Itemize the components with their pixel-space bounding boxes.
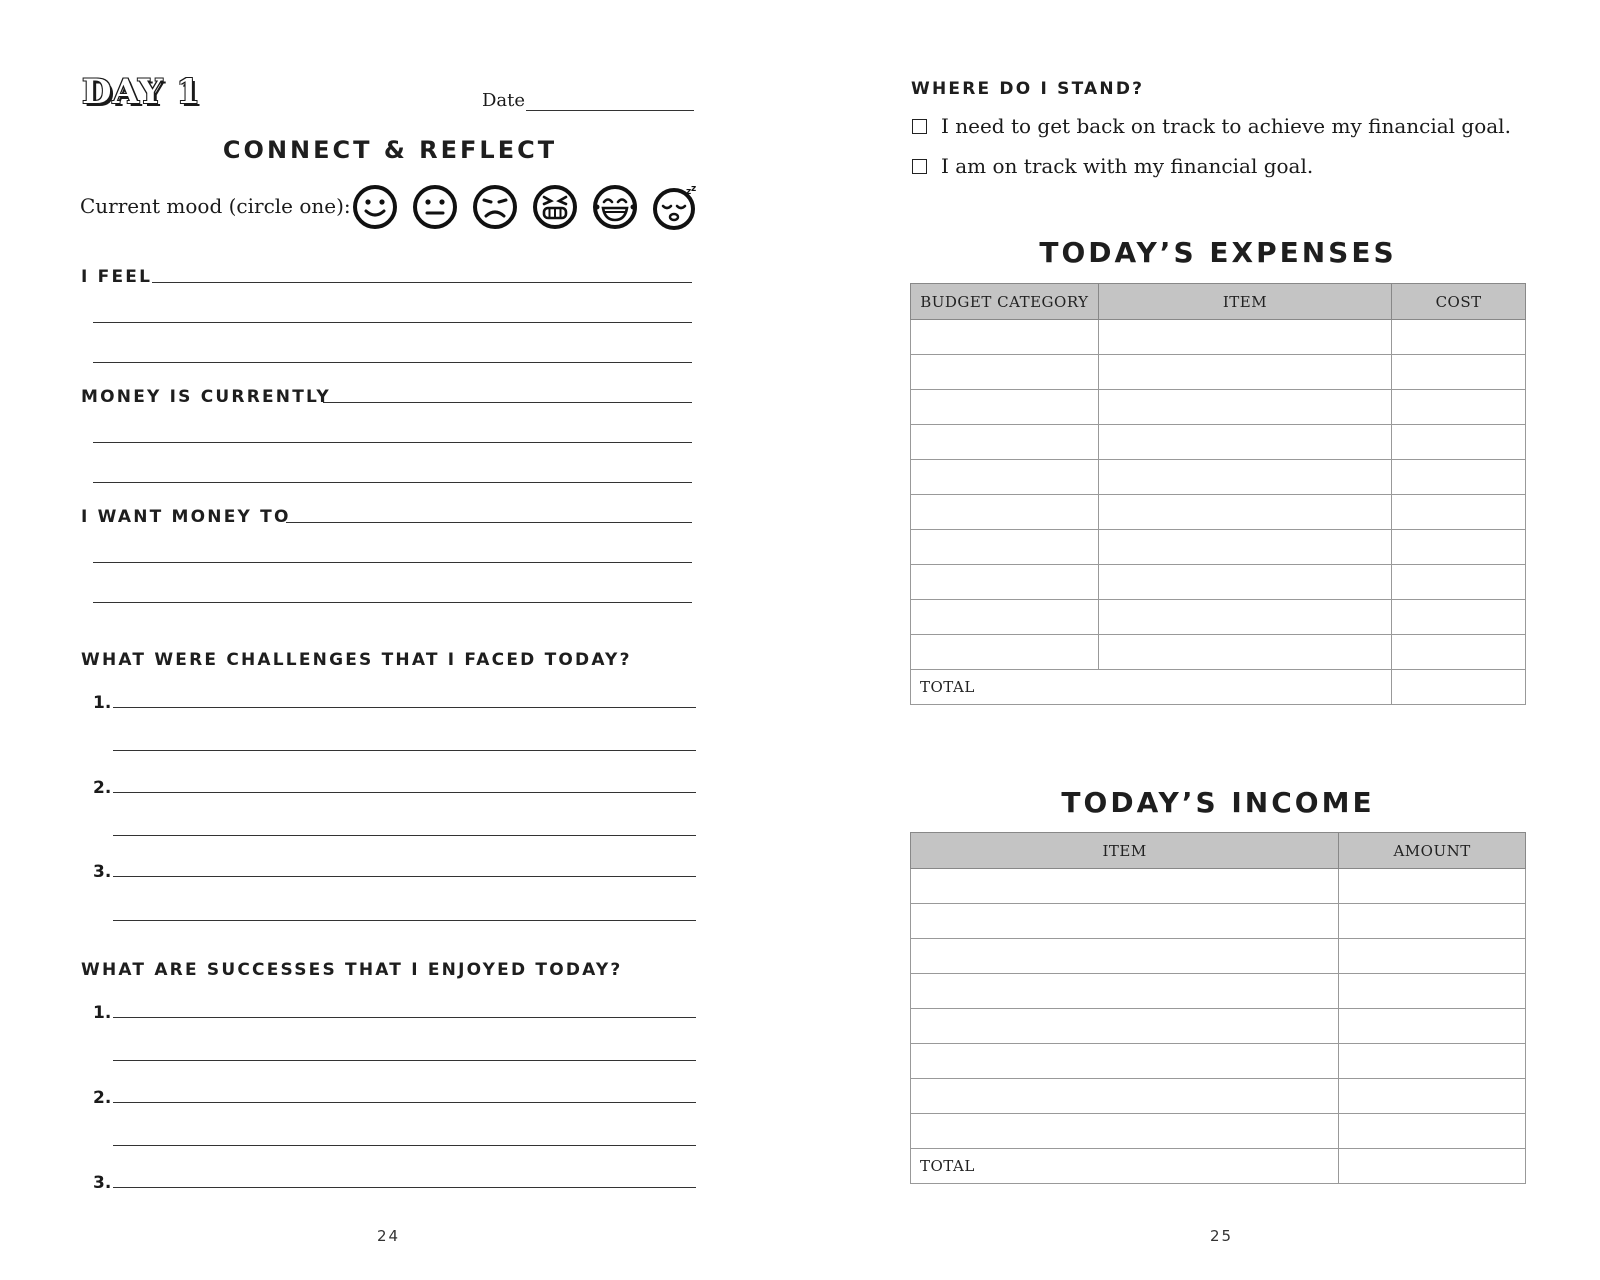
- table-row: [911, 1009, 1526, 1044]
- table-row: [911, 425, 1526, 460]
- table-row: [911, 390, 1526, 425]
- table-cell[interactable]: [911, 425, 1099, 460]
- table-cell[interactable]: [1392, 565, 1526, 600]
- writing-line[interactable]: [93, 442, 692, 443]
- table-cell[interactable]: [1392, 495, 1526, 530]
- writing-line[interactable]: [93, 562, 692, 563]
- writing-line[interactable]: [113, 876, 696, 877]
- writing-line[interactable]: [93, 482, 692, 483]
- page-number-right: 25: [1210, 1227, 1234, 1245]
- laughing-face-icon[interactable]: [592, 184, 638, 230]
- table-row: [911, 565, 1526, 600]
- table-cell[interactable]: [911, 530, 1099, 565]
- table-cell[interactable]: [1098, 390, 1391, 425]
- table-cell[interactable]: [1392, 425, 1526, 460]
- table-cell[interactable]: [1098, 460, 1391, 495]
- writing-line[interactable]: [93, 602, 692, 603]
- table-cell[interactable]: [911, 1079, 1339, 1114]
- total-value-cell[interactable]: [1392, 670, 1526, 705]
- i-feel-label: I FEEL: [81, 267, 153, 287]
- writing-line[interactable]: [152, 282, 692, 283]
- writing-line[interactable]: [93, 322, 692, 323]
- table-row: [911, 904, 1526, 939]
- table-cell[interactable]: [911, 904, 1339, 939]
- table-cell[interactable]: [911, 939, 1339, 974]
- option-off-track[interactable]: [912, 114, 1511, 138]
- want-money-label: I WANT MONEY TO: [81, 507, 291, 527]
- checkbox[interactable]: [912, 159, 927, 174]
- column-header: BUDGET CATEGORY: [911, 284, 1099, 320]
- total-row: [911, 1149, 1526, 1184]
- stand-heading: WHERE DO I STAND?: [911, 79, 1145, 99]
- table-cell[interactable]: [911, 1114, 1339, 1149]
- table-cell[interactable]: [1339, 1009, 1526, 1044]
- table-cell[interactable]: [1098, 495, 1391, 530]
- column-header: ITEM: [911, 833, 1339, 869]
- grimacing-face-icon[interactable]: [532, 184, 578, 230]
- date-field[interactable]: [526, 110, 694, 111]
- table-cell[interactable]: [911, 635, 1099, 670]
- table-row: [911, 1044, 1526, 1079]
- table-cell[interactable]: [1392, 600, 1526, 635]
- frowning-face-icon[interactable]: [472, 184, 518, 230]
- list-number: 3.: [93, 1173, 112, 1193]
- svg-text:z: z: [691, 184, 697, 194]
- income-title: TODAY’S INCOME: [1061, 786, 1375, 819]
- total-label: TOTAL: [911, 1149, 1339, 1184]
- option-label: I need to get back on track to achieve my financial goal.: [941, 114, 1511, 138]
- table-cell[interactable]: [911, 1009, 1339, 1044]
- total-row: [911, 670, 1526, 705]
- income-body: [911, 869, 1526, 1184]
- money-currently-label: MONEY IS CURRENTLY: [81, 387, 331, 407]
- writing-line[interactable]: [113, 707, 696, 708]
- column-header: AMOUNT: [1339, 833, 1526, 869]
- table-row: [911, 355, 1526, 390]
- column-header: COST: [1392, 284, 1526, 320]
- page-number-left: 24: [377, 1227, 401, 1245]
- table-header-row: [911, 284, 1526, 320]
- table-cell[interactable]: [911, 355, 1099, 390]
- table-cell[interactable]: [1098, 425, 1391, 460]
- list-number: 1.: [93, 1003, 112, 1023]
- table-row: [911, 1079, 1526, 1114]
- table-cell[interactable]: [1339, 904, 1526, 939]
- table-cell[interactable]: [1339, 1114, 1526, 1149]
- table-cell[interactable]: [1098, 530, 1391, 565]
- checkbox[interactable]: [912, 119, 927, 134]
- table-cell[interactable]: [1339, 869, 1526, 904]
- table-cell[interactable]: [1339, 939, 1526, 974]
- table-row: [911, 320, 1526, 355]
- table-row: [911, 1114, 1526, 1149]
- table-row: [911, 495, 1526, 530]
- writing-line[interactable]: [113, 1187, 696, 1188]
- table-cell[interactable]: [1098, 635, 1391, 670]
- total-value-cell[interactable]: [1339, 1149, 1526, 1184]
- table-cell[interactable]: [1098, 565, 1391, 600]
- table-cell[interactable]: [1098, 355, 1391, 390]
- table-cell[interactable]: [911, 565, 1099, 600]
- connect-reflect-title: CONNECT & REFLECT: [222, 136, 558, 164]
- writing-line[interactable]: [113, 1017, 696, 1018]
- mood-label: Current mood (circle one):: [80, 194, 351, 218]
- option-on-track[interactable]: [912, 154, 1313, 178]
- table-cell[interactable]: [1392, 320, 1526, 355]
- day-title: DAY 1: [82, 72, 201, 112]
- table-cell[interactable]: [911, 390, 1099, 425]
- option-label: I am on track with my financial goal.: [941, 154, 1314, 178]
- income-table: [910, 832, 1526, 1184]
- table-cell[interactable]: [1098, 320, 1391, 355]
- table-row: [911, 869, 1526, 904]
- list-number: 1.: [93, 693, 112, 713]
- table-cell[interactable]: [1339, 1079, 1526, 1114]
- writing-line[interactable]: [113, 920, 696, 921]
- writing-line[interactable]: [323, 402, 692, 403]
- writing-line[interactable]: [113, 835, 696, 836]
- table-cell[interactable]: [911, 1044, 1339, 1079]
- expenses-title: TODAY’S EXPENSES: [1039, 236, 1397, 269]
- table-row: [911, 530, 1526, 565]
- table-cell[interactable]: [1339, 974, 1526, 1009]
- writing-line[interactable]: [113, 792, 696, 793]
- table-cell[interactable]: [1392, 355, 1526, 390]
- table-row: [911, 460, 1526, 495]
- successes-heading: WHAT ARE SUCCESSES THAT I ENJOYED TODAY?: [81, 960, 623, 980]
- list-number: 3.: [93, 862, 112, 882]
- neutral-face-icon[interactable]: [412, 184, 458, 230]
- writing-line[interactable]: [113, 750, 696, 751]
- table-cell[interactable]: [1392, 635, 1526, 670]
- table-cell[interactable]: [1339, 1044, 1526, 1079]
- table-row: [911, 635, 1526, 670]
- mood-options: [352, 184, 698, 230]
- writing-line[interactable]: [113, 1102, 696, 1103]
- writing-line[interactable]: [286, 522, 692, 523]
- writing-line[interactable]: [113, 1145, 696, 1146]
- table-cell[interactable]: [911, 495, 1099, 530]
- table-cell[interactable]: [911, 869, 1339, 904]
- table-cell[interactable]: [911, 460, 1099, 495]
- svg-text:z: z: [686, 187, 692, 197]
- table-row: [911, 974, 1526, 1009]
- date-label: Date: [482, 90, 526, 111]
- table-cell[interactable]: [911, 320, 1099, 355]
- column-header: ITEM: [1098, 284, 1391, 320]
- table-cell[interactable]: [911, 600, 1099, 635]
- challenges-heading: WHAT WERE CHALLENGES THAT I FACED TODAY?: [81, 650, 632, 670]
- list-number: 2.: [93, 778, 112, 798]
- table-cell[interactable]: [1392, 460, 1526, 495]
- writing-line[interactable]: [93, 362, 692, 363]
- table-row: [911, 600, 1526, 635]
- table-cell[interactable]: [1392, 530, 1526, 565]
- list-number: 2.: [93, 1088, 112, 1108]
- writing-line[interactable]: [113, 1060, 696, 1061]
- expenses-body: [911, 320, 1526, 705]
- total-label: TOTAL: [911, 670, 1392, 705]
- table-row: [911, 939, 1526, 974]
- table-cell[interactable]: [1392, 390, 1526, 425]
- table-cell[interactable]: [1098, 600, 1391, 635]
- smiling-face-icon[interactable]: [352, 184, 398, 230]
- expenses-table: [910, 283, 1526, 705]
- table-cell[interactable]: [911, 974, 1339, 1009]
- sleeping-face-icon[interactable]: [652, 184, 698, 230]
- table-header-row: [911, 833, 1526, 869]
